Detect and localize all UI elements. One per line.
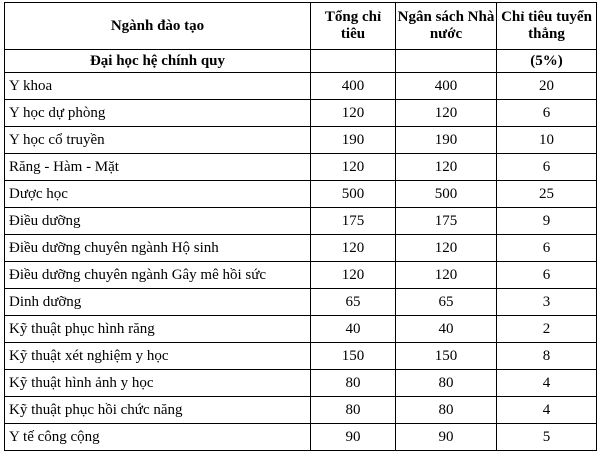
admission-quota-table-wrapper <box>4 2 596 451</box>
direct-admission-cell: 4 <box>497 370 597 397</box>
major-name-cell: Y học cổ truyền <box>5 127 311 154</box>
direct-admission-cell: 25 <box>497 181 597 208</box>
state-budget-cell: 80 <box>396 397 497 424</box>
table-row <box>5 100 597 127</box>
state-budget-cell: 500 <box>396 181 497 208</box>
table-row <box>5 424 597 451</box>
table-row <box>5 343 597 370</box>
state-budget-cell: 90 <box>396 424 497 451</box>
direct-admission-cell: 6 <box>497 235 597 262</box>
table-row <box>5 181 597 208</box>
direct-admission-cell: 3 <box>497 289 597 316</box>
table-row <box>5 370 597 397</box>
state-budget-cell: 150 <box>396 343 497 370</box>
total-quota-cell: 500 <box>311 181 396 208</box>
total-quota-cell: 150 <box>311 343 396 370</box>
table-row <box>5 73 597 100</box>
state-budget-cell: 400 <box>396 73 497 100</box>
state-budget-cell: 120 <box>396 154 497 181</box>
major-name-cell: Y học dự phòng <box>5 100 311 127</box>
direct-admission-cell: 2 <box>497 316 597 343</box>
table-row <box>5 316 597 343</box>
state-budget-cell: 65 <box>396 289 497 316</box>
table-header-row <box>5 3 597 50</box>
table-row <box>5 397 597 424</box>
direct-admission-cell: 4 <box>497 397 597 424</box>
total-quota-cell: 120 <box>311 100 396 127</box>
table-row <box>5 127 597 154</box>
section-empty-cell <box>396 50 497 73</box>
total-quota-cell: 80 <box>311 370 396 397</box>
state-budget-cell: 175 <box>396 208 497 235</box>
direct-admission-cell: 6 <box>497 100 597 127</box>
major-name-cell: Kỹ thuật hình ảnh y học <box>5 370 311 397</box>
header-total-quota: Tổng chỉ tiêu <box>311 3 396 50</box>
section-header-row <box>5 50 597 73</box>
table-row <box>5 154 597 181</box>
table-row <box>5 208 597 235</box>
direct-admission-cell: 6 <box>497 262 597 289</box>
state-budget-cell: 120 <box>396 262 497 289</box>
total-quota-cell: 190 <box>311 127 396 154</box>
major-name-cell: Dinh dưỡng <box>5 289 311 316</box>
major-name-cell: Kỹ thuật xét nghiệm y học <box>5 343 311 370</box>
direct-percentage: (5%) <box>497 50 597 73</box>
state-budget-cell: 190 <box>396 127 497 154</box>
admission-quota-table <box>4 2 597 451</box>
total-quota-cell: 400 <box>311 73 396 100</box>
total-quota-cell: 120 <box>311 262 396 289</box>
state-budget-cell: 120 <box>396 235 497 262</box>
total-quota-cell: 120 <box>311 235 396 262</box>
total-quota-cell: 90 <box>311 424 396 451</box>
major-name-cell: Kỹ thuật phục hồi chức năng <box>5 397 311 424</box>
header-state-budget: Ngân sách Nhà nước <box>396 3 497 50</box>
total-quota-cell: 175 <box>311 208 396 235</box>
section-title: Đại học hệ chính quy <box>5 50 311 73</box>
direct-admission-cell: 8 <box>497 343 597 370</box>
total-quota-cell: 120 <box>311 154 396 181</box>
major-name-cell: Điều dưỡng <box>5 208 311 235</box>
direct-admission-cell: 20 <box>497 73 597 100</box>
direct-admission-cell: 9 <box>497 208 597 235</box>
direct-admission-cell: 5 <box>497 424 597 451</box>
table-row <box>5 235 597 262</box>
major-name-cell: Điều dưỡng chuyên ngành Hộ sinh <box>5 235 311 262</box>
table-body <box>5 73 597 451</box>
major-name-cell: Điều dưỡng chuyên ngành Gây mê hồi sức <box>5 262 311 289</box>
total-quota-cell: 80 <box>311 397 396 424</box>
major-name-cell: Răng - Hàm - Mặt <box>5 154 311 181</box>
major-name-cell: Kỹ thuật phục hình răng <box>5 316 311 343</box>
direct-admission-cell: 6 <box>497 154 597 181</box>
state-budget-cell: 40 <box>396 316 497 343</box>
direct-admission-cell: 10 <box>497 127 597 154</box>
header-direct-admission: Chỉ tiêu tuyển thẳng <box>497 3 597 50</box>
section-empty-cell <box>311 50 396 73</box>
major-name-cell: Dược học <box>5 181 311 208</box>
state-budget-cell: 120 <box>396 100 497 127</box>
table-row <box>5 289 597 316</box>
total-quota-cell: 40 <box>311 316 396 343</box>
total-quota-cell: 65 <box>311 289 396 316</box>
state-budget-cell: 80 <box>396 370 497 397</box>
header-major: Ngành đào tạo <box>5 3 311 50</box>
table-row <box>5 262 597 289</box>
major-name-cell: Y khoa <box>5 73 311 100</box>
major-name-cell: Y tế công cộng <box>5 424 311 451</box>
